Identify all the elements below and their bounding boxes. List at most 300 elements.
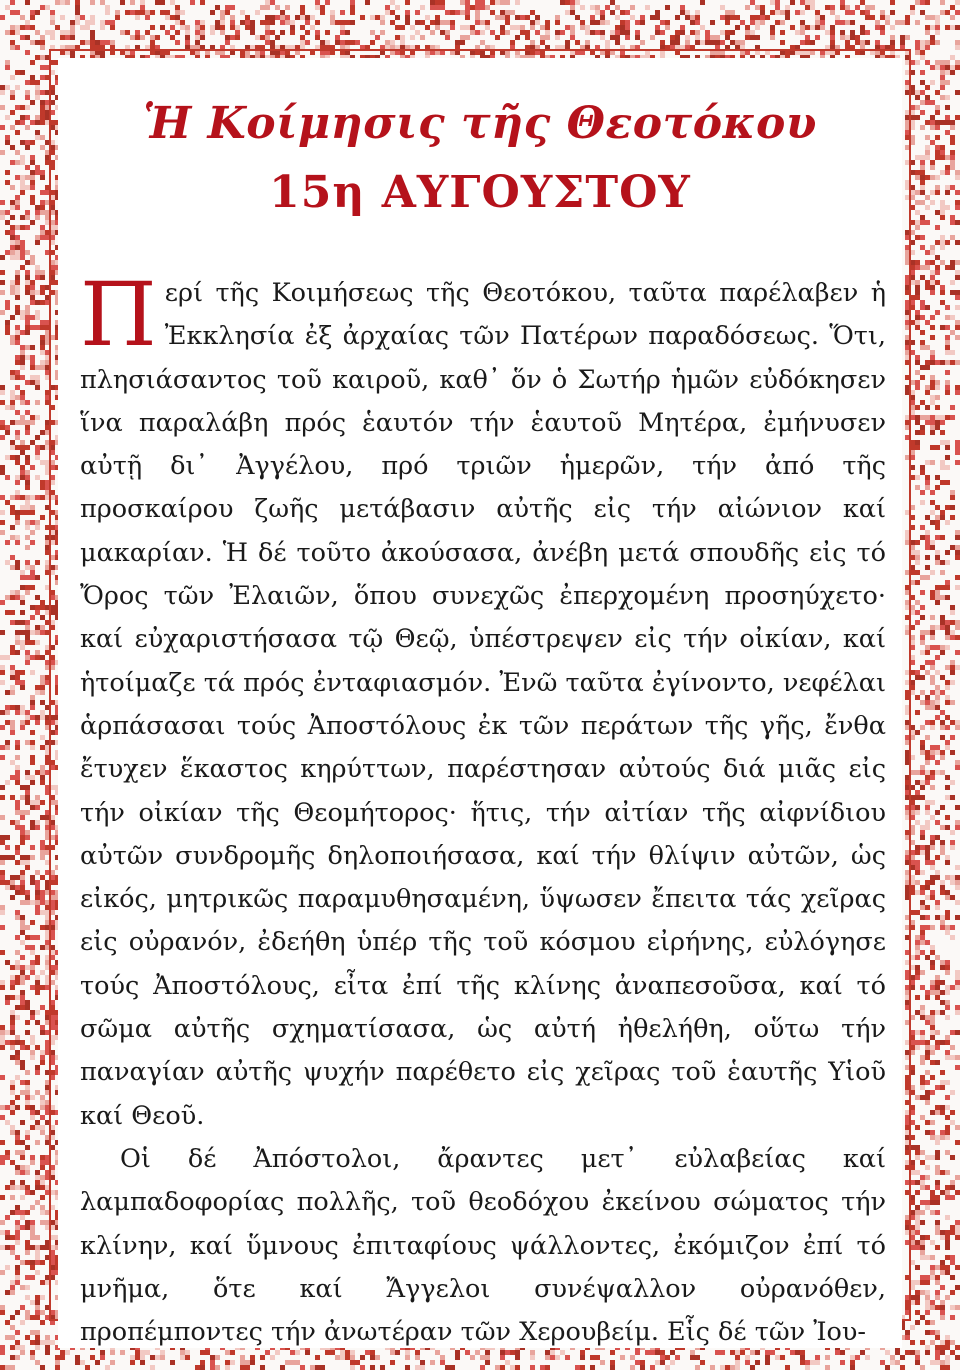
border-pixel	[930, 355, 935, 360]
border-pixel	[915, 850, 920, 855]
border-pixel	[270, 20, 275, 25]
border-pixel	[15, 1275, 20, 1280]
border-pixel	[25, 280, 30, 285]
border-pixel	[925, 1095, 930, 1100]
border-pixel	[590, 30, 595, 35]
border-pixel	[915, 1205, 920, 1210]
border-pixel	[25, 855, 30, 860]
border-pixel	[495, 1365, 500, 1370]
border-pixel	[15, 85, 20, 90]
border-pixel	[290, 20, 295, 25]
border-pixel	[50, 35, 55, 40]
border-pixel	[925, 155, 930, 160]
border-pixel	[20, 920, 25, 925]
border-pixel	[945, 240, 950, 245]
border-pixel	[955, 535, 960, 540]
border-pixel	[660, 30, 665, 35]
border-pixel	[745, 25, 750, 30]
border-pixel	[15, 590, 20, 595]
border-pixel	[610, 0, 615, 5]
border-pixel	[945, 350, 950, 355]
border-pixel	[45, 30, 50, 35]
border-pixel	[20, 265, 25, 270]
border-pixel	[915, 1010, 920, 1015]
border-pixel	[935, 1155, 940, 1160]
border-pixel	[235, 30, 240, 35]
border-pixel	[950, 1275, 955, 1280]
border-pixel	[950, 845, 955, 850]
border-pixel	[10, 1195, 15, 1200]
border-pixel	[850, 35, 855, 40]
border-pixel	[955, 760, 960, 765]
border-pixel	[10, 985, 15, 990]
border-pixel	[920, 1015, 925, 1020]
border-pixel	[10, 1235, 15, 1240]
border-pixel	[815, 25, 820, 30]
border-pixel	[25, 945, 30, 950]
border-pixel	[805, 1365, 810, 1370]
border-pixel	[15, 595, 20, 600]
border-pixel	[370, 15, 375, 20]
border-pixel	[25, 1100, 30, 1105]
border-pixel	[805, 40, 810, 45]
border-pixel	[25, 1135, 30, 1140]
border-pixel	[955, 555, 960, 560]
border-pixel	[460, 0, 465, 5]
border-pixel	[10, 610, 15, 615]
border-pixel	[200, 25, 205, 30]
border-pixel	[275, 5, 280, 10]
border-pixel	[195, 20, 200, 25]
border-pixel	[225, 5, 230, 10]
border-pixel	[25, 1310, 30, 1315]
border-pixel	[915, 1170, 920, 1175]
border-pixel	[850, 20, 855, 25]
border-pixel	[770, 35, 775, 40]
border-pixel	[0, 600, 5, 605]
border-pixel	[10, 1245, 15, 1250]
border-pixel	[10, 795, 15, 800]
border-pixel	[135, 35, 140, 40]
border-pixel	[730, 30, 735, 35]
border-pixel	[945, 1345, 950, 1350]
border-pixel	[605, 5, 610, 10]
border-pixel	[35, 1345, 40, 1350]
border-pixel	[15, 765, 20, 770]
border-pixel	[950, 680, 955, 685]
border-pixel	[25, 925, 30, 930]
border-pixel	[920, 275, 925, 280]
border-pixel	[925, 650, 930, 655]
border-pixel	[405, 1365, 410, 1370]
border-pixel	[955, 625, 960, 630]
border-pixel	[460, 25, 465, 30]
border-pixel	[25, 740, 30, 745]
border-pixel	[215, 25, 220, 30]
border-pixel	[20, 1170, 25, 1175]
border-pixel	[15, 295, 20, 300]
border-pixel	[30, 1095, 35, 1100]
border-pixel	[5, 230, 10, 235]
border-pixel	[940, 1310, 945, 1315]
border-pixel	[920, 265, 925, 270]
border-pixel	[10, 1090, 15, 1095]
border-pixel	[930, 1130, 935, 1135]
border-pixel	[30, 945, 35, 950]
border-pixel	[440, 1355, 445, 1360]
border-pixel	[515, 25, 520, 30]
border-pixel	[915, 810, 920, 815]
border-pixel	[595, 20, 600, 25]
border-pixel	[935, 535, 940, 540]
border-pixel	[300, 10, 305, 15]
border-pixel	[950, 150, 955, 155]
border-pixel	[0, 755, 5, 760]
border-pixel	[15, 670, 20, 675]
border-pixel	[25, 1170, 30, 1175]
border-pixel	[890, 40, 895, 45]
border-pixel	[925, 695, 930, 700]
border-pixel	[945, 1185, 950, 1190]
border-pixel	[705, 40, 710, 45]
border-pixel	[0, 1195, 5, 1200]
border-pixel	[925, 895, 930, 900]
border-pixel	[725, 15, 730, 20]
border-pixel	[920, 890, 925, 895]
border-pixel	[255, 35, 260, 40]
border-pixel	[270, 40, 275, 45]
border-pixel	[815, 10, 820, 15]
border-pixel	[15, 740, 20, 745]
border-pixel	[0, 495, 5, 500]
border-pixel	[15, 420, 20, 425]
border-pixel	[935, 1350, 940, 1355]
border-pixel	[930, 1265, 935, 1270]
border-pixel	[25, 270, 30, 275]
border-pixel	[760, 10, 765, 15]
border-pixel	[915, 370, 920, 375]
border-pixel	[305, 15, 310, 20]
border-pixel	[425, 15, 430, 20]
border-pixel	[15, 290, 20, 295]
border-pixel	[920, 885, 925, 890]
border-pixel	[910, 10, 915, 15]
border-pixel	[935, 520, 940, 525]
border-pixel	[260, 20, 265, 25]
border-pixel	[915, 790, 920, 795]
border-pixel	[755, 15, 760, 20]
border-pixel	[25, 1145, 30, 1150]
border-pixel	[930, 360, 935, 365]
border-pixel	[440, 20, 445, 25]
border-pixel	[950, 1120, 955, 1125]
border-pixel	[5, 1335, 10, 1340]
border-pixel	[950, 405, 955, 410]
border-pixel	[865, 5, 870, 10]
border-pixel	[780, 1355, 785, 1360]
border-pixel	[35, 415, 40, 420]
border-pixel	[935, 1045, 940, 1050]
border-pixel	[25, 510, 30, 515]
border-pixel	[945, 480, 950, 485]
border-pixel	[20, 350, 25, 355]
border-pixel	[950, 840, 955, 845]
border-pixel	[930, 635, 935, 640]
border-pixel	[450, 25, 455, 30]
border-pixel	[620, 25, 625, 30]
border-pixel	[90, 20, 95, 25]
border-pixel	[895, 20, 900, 25]
border-pixel	[10, 1290, 15, 1295]
border-pixel	[20, 965, 25, 970]
border-pixel	[10, 1045, 15, 1050]
border-pixel	[945, 685, 950, 690]
border-pixel	[930, 1360, 935, 1365]
border-pixel	[140, 1355, 145, 1360]
border-pixel	[945, 1295, 950, 1300]
border-pixel	[475, 10, 480, 15]
border-pixel	[5, 1030, 10, 1035]
border-pixel	[935, 505, 940, 510]
border-pixel	[35, 1140, 40, 1145]
border-pixel	[725, 30, 730, 35]
border-pixel	[10, 995, 15, 1000]
border-pixel	[480, 20, 485, 25]
border-pixel	[140, 0, 145, 5]
border-pixel	[915, 1210, 920, 1215]
border-pixel	[930, 845, 935, 850]
border-pixel	[20, 440, 25, 445]
border-pixel	[815, 15, 820, 20]
border-pixel	[945, 715, 950, 720]
border-pixel	[20, 670, 25, 675]
border-pixel	[20, 240, 25, 245]
border-pixel	[35, 795, 40, 800]
border-pixel	[40, 1205, 45, 1210]
border-pixel	[955, 725, 960, 730]
border-pixel	[560, 0, 565, 5]
border-pixel	[945, 930, 950, 935]
border-pixel	[585, 30, 590, 35]
border-pixel	[950, 1230, 955, 1235]
border-pixel	[15, 410, 20, 415]
border-pixel	[25, 320, 30, 325]
border-pixel	[945, 910, 950, 915]
border-pixel	[945, 630, 950, 635]
border-pixel	[940, 1235, 945, 1240]
border-pixel	[15, 620, 20, 625]
border-pixel	[5, 745, 10, 750]
border-pixel	[930, 1110, 935, 1115]
border-pixel	[630, 5, 635, 10]
border-pixel	[945, 415, 950, 420]
border-pixel	[945, 1135, 950, 1140]
border-pixel	[170, 0, 175, 5]
border-pixel	[160, 25, 165, 30]
border-pixel	[10, 880, 15, 885]
border-pixel	[930, 835, 935, 840]
border-pixel	[480, 40, 485, 45]
border-pixel	[930, 520, 935, 525]
border-pixel	[915, 485, 920, 490]
border-pixel	[230, 20, 235, 25]
border-pixel	[90, 1355, 95, 1360]
border-pixel	[935, 685, 940, 690]
border-pixel	[285, 1360, 290, 1365]
border-pixel	[30, 15, 35, 20]
border-pixel	[855, 5, 860, 10]
border-pixel	[930, 1020, 935, 1025]
border-pixel	[925, 850, 930, 855]
border-pixel	[940, 890, 945, 895]
border-pixel	[955, 1125, 960, 1130]
border-pixel	[170, 15, 175, 20]
border-pixel	[5, 835, 10, 840]
border-pixel	[395, 25, 400, 30]
border-pixel	[20, 70, 25, 75]
border-pixel	[915, 380, 920, 385]
border-pixel	[945, 360, 950, 365]
border-pixel	[700, 25, 705, 30]
border-pixel	[915, 550, 920, 555]
border-pixel	[695, 1355, 700, 1360]
border-pixel	[915, 1150, 920, 1155]
border-pixel	[30, 530, 35, 535]
border-pixel	[0, 290, 5, 295]
border-pixel	[25, 0, 30, 5]
border-pixel	[920, 1040, 925, 1045]
border-pixel	[955, 305, 960, 310]
border-pixel	[920, 950, 925, 955]
border-pixel	[210, 25, 215, 30]
border-pixel	[25, 1225, 30, 1230]
border-pixel	[25, 1165, 30, 1170]
border-pixel	[920, 1005, 925, 1010]
border-pixel	[5, 880, 10, 885]
border-pixel	[25, 495, 30, 500]
border-pixel	[940, 480, 945, 485]
border-pixel	[955, 65, 960, 70]
border-pixel	[935, 25, 940, 30]
border-pixel	[930, 325, 935, 330]
border-pixel	[35, 890, 40, 895]
border-pixel	[935, 595, 940, 600]
border-pixel	[925, 1020, 930, 1025]
border-pixel	[470, 25, 475, 30]
border-pixel	[940, 990, 945, 995]
border-pixel	[935, 385, 940, 390]
border-pixel	[890, 25, 895, 30]
border-pixel	[10, 1325, 15, 1330]
border-pixel	[120, 0, 125, 5]
border-pixel	[935, 705, 940, 710]
border-pixel	[405, 20, 410, 25]
border-pixel	[315, 1365, 320, 1370]
border-pixel	[420, 1360, 425, 1365]
border-pixel	[15, 1345, 20, 1350]
border-pixel	[30, 695, 35, 700]
border-pixel	[930, 1060, 935, 1065]
border-pixel	[145, 15, 150, 20]
border-pixel	[925, 360, 930, 365]
border-pixel	[10, 30, 15, 35]
border-pixel	[350, 1365, 355, 1370]
border-pixel	[940, 1080, 945, 1085]
border-pixel	[655, 30, 660, 35]
border-pixel	[935, 485, 940, 490]
border-pixel	[655, 1360, 660, 1365]
border-pixel	[30, 255, 35, 260]
border-pixel	[915, 870, 920, 875]
border-pixel	[935, 625, 940, 630]
border-pixel	[25, 1315, 30, 1320]
border-pixel	[935, 1290, 940, 1295]
border-pixel	[10, 0, 15, 5]
border-pixel	[0, 1345, 5, 1350]
border-pixel	[15, 1095, 20, 1100]
border-pixel	[955, 550, 960, 555]
border-pixel	[650, 35, 655, 40]
border-pixel	[10, 1210, 15, 1215]
border-pixel	[925, 1345, 930, 1350]
border-pixel	[925, 555, 930, 560]
border-pixel	[935, 150, 940, 155]
border-pixel	[310, 25, 315, 30]
border-pixel	[10, 555, 15, 560]
border-pixel	[120, 30, 125, 35]
border-pixel	[920, 400, 925, 405]
border-pixel	[945, 1080, 950, 1085]
border-pixel	[340, 20, 345, 25]
border-pixel	[515, 15, 520, 20]
border-pixel	[940, 1190, 945, 1195]
border-pixel	[780, 10, 785, 15]
border-pixel	[30, 540, 35, 545]
border-pixel	[10, 665, 15, 670]
border-pixel	[915, 865, 920, 870]
border-pixel	[945, 155, 950, 160]
border-pixel	[945, 1050, 950, 1055]
border-pixel	[525, 30, 530, 35]
border-pixel	[10, 685, 15, 690]
border-pixel	[40, 800, 45, 805]
border-pixel	[915, 1030, 920, 1035]
border-pixel	[10, 285, 15, 290]
border-pixel	[955, 295, 960, 300]
border-pixel	[15, 705, 20, 710]
border-pixel	[925, 575, 930, 580]
border-pixel	[920, 1080, 925, 1085]
border-pixel	[315, 0, 320, 5]
border-pixel	[30, 375, 35, 380]
border-pixel	[950, 280, 955, 285]
border-pixel	[940, 80, 945, 85]
border-pixel	[35, 980, 40, 985]
border-pixel	[925, 0, 930, 5]
border-pixel	[415, 10, 420, 15]
border-pixel	[945, 440, 950, 445]
border-pixel	[585, 40, 590, 45]
border-pixel	[640, 40, 645, 45]
border-pixel	[20, 1060, 25, 1065]
border-pixel	[25, 640, 30, 645]
border-pixel	[10, 340, 15, 345]
border-pixel	[30, 1340, 35, 1345]
border-pixel	[935, 585, 940, 590]
border-pixel	[915, 420, 920, 425]
border-pixel	[840, 35, 845, 40]
border-pixel	[30, 160, 35, 165]
